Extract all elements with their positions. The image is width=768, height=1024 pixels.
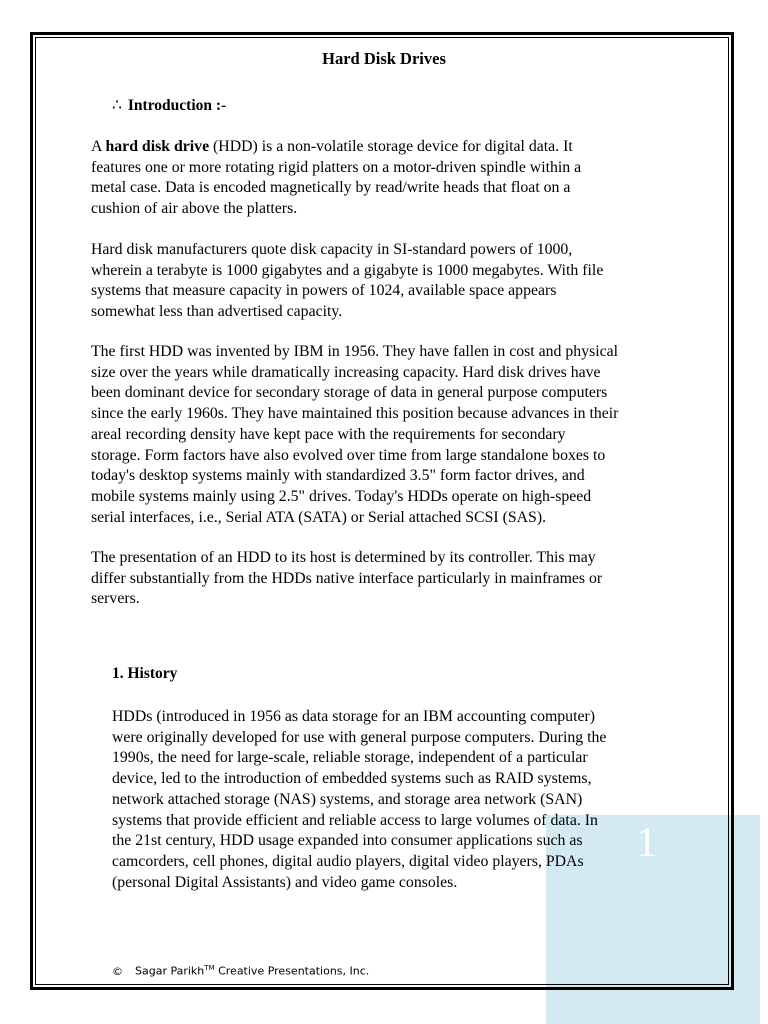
paragraph-line: serial interfaces, i.e., Serial ATA (SATA) or Serial attached SCSI (SAS). — [91, 508, 547, 526]
paragraph-line: the 21st century, HDD usage expanded into consumer applications such as — [112, 832, 583, 850]
paragraph-line: areal recording density have kept pace with the requirements for secondary — [91, 425, 566, 443]
paragraph-line: been dominant device for secondary storage of data in general purpose computers — [91, 384, 608, 402]
paragraph-line: camcorders, cell phones, digital audio players, digital video players, PDAs — [112, 852, 584, 870]
history-heading: 1. History — [112, 665, 178, 682]
paragraph-line: today's desktop systems mainly with standardized 3.5" form factor drives, and — [91, 467, 585, 485]
paragraph-lead: A — [91, 138, 106, 155]
introduction-heading-text: Introduction :- — [127, 97, 227, 114]
paragraph-line: 1990s, the need for large-scale, reliable storage, independent of a particular — [112, 749, 588, 767]
paragraph-line: Hard disk manufacturers quote disk capacity in SI-standard powers of 1000, — [91, 241, 573, 258]
paragraph-line: network attached storage (NAS) systems, and storage area network (SAN) — [112, 790, 583, 808]
paragraph-line: were originally developed for use with general purpose computers. During the — [112, 728, 607, 746]
paragraph-capacity — [91, 240, 691, 323]
paragraph-line — [91, 137, 691, 158]
paragraph-line: features one or more rotating rigid platters on a motor-driven spindle within a — [91, 158, 582, 176]
paragraph-first-hdd — [91, 342, 691, 528]
paragraph-line: The presentation of an HDD to its host is determined by its controller. This may — [91, 549, 596, 566]
trademark-mark: TM — [204, 964, 215, 972]
paragraph-line: since the early 1960s. They have maintained this position because advances in their — [91, 405, 619, 423]
company-name: Creative Presentations, Inc. — [214, 964, 370, 978]
author-name: Sagar Parikh — [135, 964, 205, 978]
paragraph-history — [112, 707, 712, 893]
paragraph-line: differ substantially from the HDDs native interface particularly in mainframes or — [91, 569, 603, 587]
paragraph-line: device, led to the introduction of embedded systems such as RAID systems, — [112, 770, 592, 788]
paragraph-line: The first HDD was invented by IBM in 1956. They have fallen in cost and physical — [91, 343, 619, 360]
paragraph-line: mobile systems mainly using 2.5" drives. Today's HDDs operate on high-speed — [91, 487, 592, 505]
term-hard-disk-drive: hard disk drive — [105, 138, 210, 155]
paragraph-line: servers. — [91, 590, 140, 608]
paragraph-line-text: (HDD) is a non-volatile storage device for digital data. It — [209, 138, 573, 155]
paragraph-line: systems that measure capacity in powers of 1024, available space appears — [91, 282, 557, 300]
page-number: 1 — [636, 820, 657, 866]
footer-credit — [112, 960, 369, 980]
document-title: Hard Disk Drives — [322, 49, 446, 68]
paragraph-line: storage. Form factors have also evolved over time from large standalone boxes to — [91, 446, 606, 464]
paragraph-line: somewhat less than advertised capacity. — [91, 303, 343, 321]
paragraph-line: cushion of air above the platters. — [91, 200, 298, 218]
introduction-heading — [112, 96, 226, 116]
paragraph-line: HDDs (introduced in 1956 as data storage for an IBM accounting computer) — [112, 708, 595, 725]
paragraph-line: systems that provide efficient and reliable access to large volumes of data. In — [112, 811, 598, 829]
paragraph-line: size over the years while dramatically increasing capacity. Hard disk drives have — [91, 363, 601, 381]
paragraph-line: wherein a terabyte is 1000 gigabytes and a gigabyte is 1000 megabytes. With file — [91, 261, 604, 279]
paragraph-line: (personal Digital Assistants) and video game consoles. — [112, 873, 458, 891]
paragraph-controller — [91, 548, 691, 610]
copyright-symbol: © — [112, 964, 123, 978]
paragraph-line: metal case. Data is encoded magnetically by read/write heads that float on a — [91, 179, 571, 197]
therefore-symbol: ∴ — [112, 97, 122, 114]
paragraph-definition — [91, 137, 691, 220]
